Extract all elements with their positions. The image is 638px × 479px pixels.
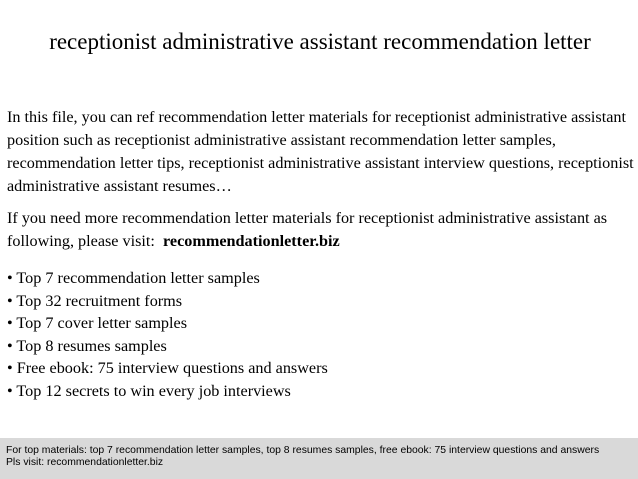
visit-paragraph xyxy=(7,207,635,253)
list-item: • Top 32 recruitment forms xyxy=(7,291,183,310)
resource-list xyxy=(7,267,627,403)
footer-line-materials: For top materials: top 7 recommendation letter samples, top 8 resumes samples, free ebook: 75 interview questions and answers xyxy=(6,445,600,456)
list-item: • Top 7 recommendation letter samples xyxy=(7,269,260,287)
list-item: • Free ebook: 75 interview questions and answers xyxy=(7,359,328,378)
intro-paragraph: In this file, you can ref recommendation letter materials for receptionist administrative assistant position such as receptionist administrative assistant recommendation letter samples, recommendation letter tips, receptionist administrative assistant interview questions, receptionist administrative assistant resumes… xyxy=(7,108,634,195)
list-item: • Top 7 cover letter samples xyxy=(7,314,187,333)
page-title: receptionist administrative assistant recommendation letter xyxy=(49,29,591,54)
footer-line-visit: Pls visit: recommendationletter.biz xyxy=(6,457,164,468)
visit-link[interactable]: recommendationletter.biz xyxy=(163,232,340,250)
list-item: • Top 8 resumes samples xyxy=(7,336,167,355)
visit-text: If you need more recommendation letter materials for receptionist administrative assistant as following, please visit: xyxy=(7,209,608,250)
footer-bar xyxy=(0,438,638,479)
list-item: • Top 12 secrets to win every job interviews xyxy=(7,381,291,400)
